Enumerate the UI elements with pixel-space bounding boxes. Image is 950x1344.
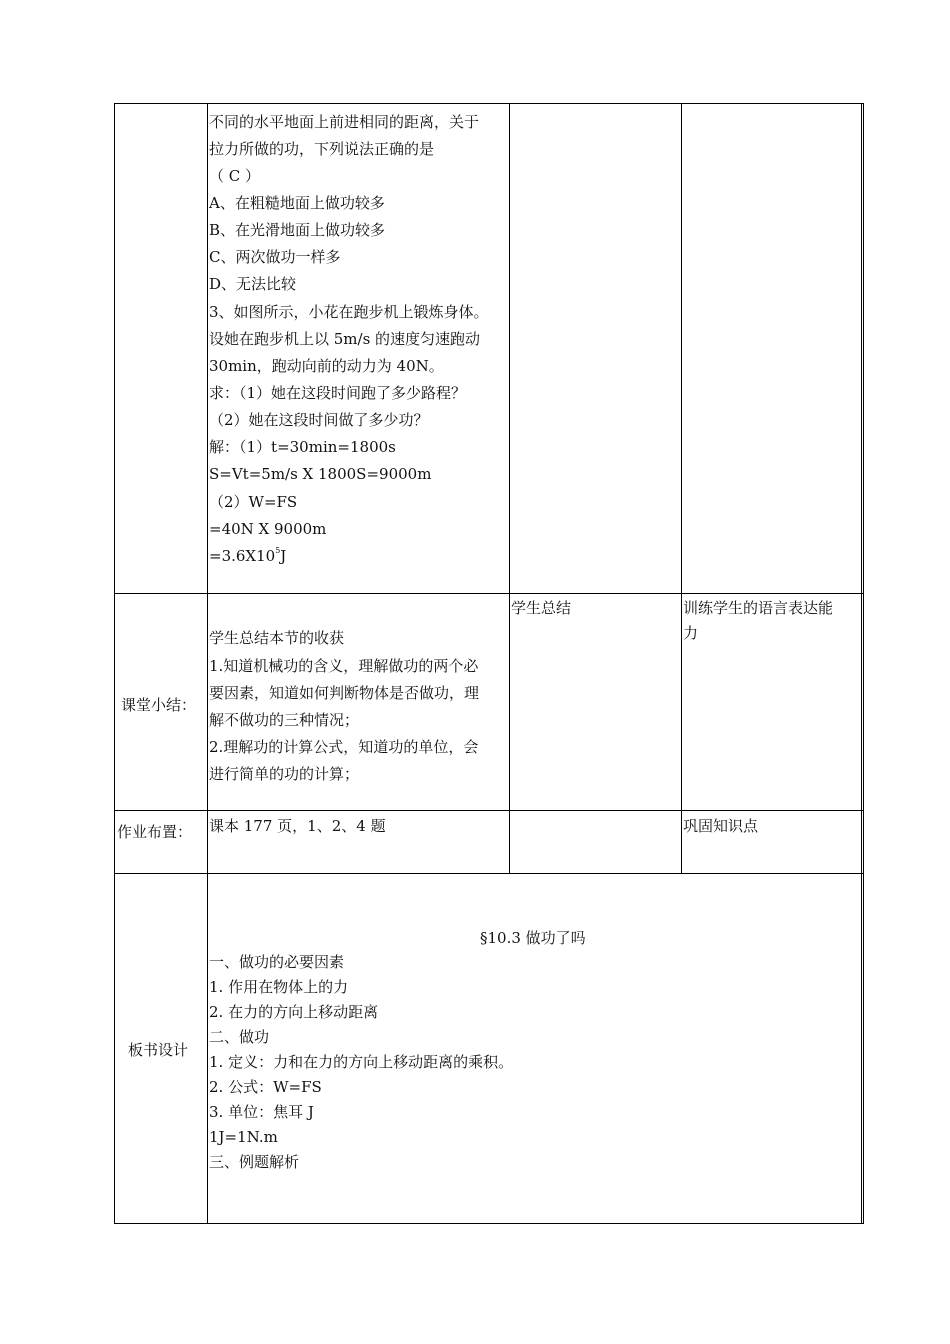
row-divider	[114, 873, 864, 874]
option-a: A、在粗糙地面上做功较多	[209, 194, 385, 212]
column-divider	[681, 103, 682, 874]
summary-label: 课堂小结：	[121, 696, 197, 714]
board-design-label: 板书设计	[128, 1041, 189, 1059]
solution-result-unit: J	[280, 547, 287, 565]
option-c: C、两次做功一样多	[209, 248, 341, 266]
board-line: 1. 定义：力和在力的方向上移动距离的乘积。	[209, 1053, 514, 1071]
board-line: 三、例题解析	[209, 1153, 300, 1171]
board-line: 1. 作用在物体上的力	[209, 978, 349, 996]
summary-line: 解不做功的三种情况；	[209, 711, 360, 729]
board-title: §10.3 做功了吗	[480, 929, 586, 947]
answer-choice-line: （ C ）	[209, 167, 261, 185]
question-text-line: 拉力所做的功，下列说法正确的是	[209, 140, 435, 158]
row-divider	[114, 593, 864, 594]
purpose-text-line: 训练学生的语言表达能	[683, 599, 834, 617]
table-border-left	[114, 103, 115, 1224]
row-divider	[114, 810, 864, 811]
student-activity-text: 学生总结	[511, 599, 572, 617]
homework-purpose: 巩固知识点	[683, 817, 759, 835]
summary-line: 进行简单的功的计算；	[209, 765, 360, 783]
column-divider	[207, 103, 208, 1224]
homework-label: 作业布置：	[117, 823, 193, 841]
column-divider	[509, 103, 510, 874]
table-border-right	[861, 103, 862, 1224]
homework-content: 课本 177 页，1、2、4 题	[209, 817, 386, 835]
question-text-line: 3、如图所示，小花在跑步机上锻炼身体。	[209, 303, 489, 321]
board-line: 1J=1N.m	[209, 1128, 278, 1146]
board-line: 2. 公式：W=FS	[209, 1078, 322, 1096]
question-text-line: 设她在跑步机上以 5m/s 的速度匀速跑动	[209, 330, 481, 348]
solution-line: （2）W=FS	[209, 493, 298, 511]
table-border-top	[114, 103, 864, 104]
solution-result-base: =3.6X10	[209, 547, 276, 565]
table-border-right-outer	[863, 103, 864, 1224]
question-text-line: 不同的水平地面上前进相同的距离，关于	[209, 113, 480, 131]
question-text-line: 30min，跑动向前的动力为 40N。	[209, 357, 444, 375]
board-line: 3. 单位：焦耳 J	[209, 1103, 314, 1121]
summary-line: 2.理解功的计算公式，知道功的单位，会	[209, 738, 479, 756]
solution-line: S=Vt=5m/s X 1800S=9000m	[209, 465, 432, 483]
board-line: 2. 在力的方向上移动距离	[209, 1003, 379, 1021]
solution-result-exponent: 5	[275, 546, 281, 555]
summary-line: 1.知道机械功的含义，理解做功的两个必	[209, 657, 479, 675]
purpose-text-line: 力	[683, 624, 699, 642]
solution-result-line	[209, 546, 286, 566]
solution-line: 解：（1）t=30min=1800s	[209, 438, 396, 456]
board-line: 二、做功	[209, 1028, 270, 1046]
board-line: 一、做功的必要因素	[209, 953, 345, 971]
solution-line: =40N X 9000m	[209, 520, 327, 538]
question-text-line: 求：（1）她在这段时间跑了多少路程？	[209, 384, 467, 402]
option-b: B、在光滑地面上做功较多	[209, 221, 386, 239]
table-border-bottom	[114, 1223, 864, 1224]
option-d: D、无法比较	[209, 275, 297, 293]
summary-line: 要因素，知道如何判断物体是否做功，理	[209, 684, 480, 702]
summary-line: 学生总结本节的收获	[209, 629, 345, 647]
question-text-line: （2）她在这段时间做了多少功？	[209, 411, 429, 429]
